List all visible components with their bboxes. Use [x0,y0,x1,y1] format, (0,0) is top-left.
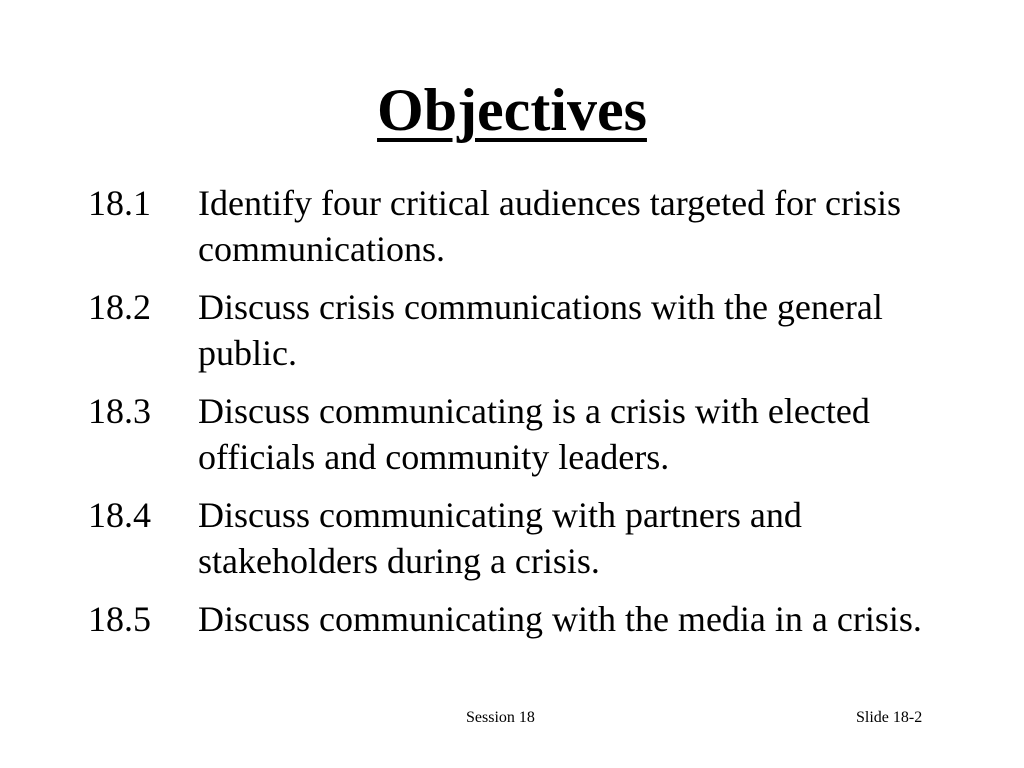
objective-number: 18.2 [88,287,151,327]
objective-number: 18.4 [88,495,151,535]
objective-text: Discuss communicating is a crisis with elected officials and community leaders. [198,391,870,477]
objective-text: Discuss communicating with partners and stakeholders during a crisis. [198,495,802,581]
objective-number: 18.3 [88,391,151,431]
objective-text: Identify four critical audiences targeted for crisis communications. [198,183,902,269]
objective-item [88,180,948,272]
footer-session-label: Session 18 [466,709,535,726]
objective-item [88,492,948,584]
objective-text: Discuss communicating with the media in a crisis. [198,599,922,639]
footer-slide-number: Slide 18-2 [856,709,923,726]
objective-item [88,284,948,376]
slide-title [0,74,1024,146]
objective-number: 18.5 [88,599,151,639]
objectives-list [88,180,948,654]
objective-number: 18.1 [88,183,151,223]
slide-title-text: Objectives [377,77,647,143]
objective-text: Discuss crisis communications with the general public. [198,287,883,373]
objective-item [88,596,948,642]
objective-item [88,388,948,480]
